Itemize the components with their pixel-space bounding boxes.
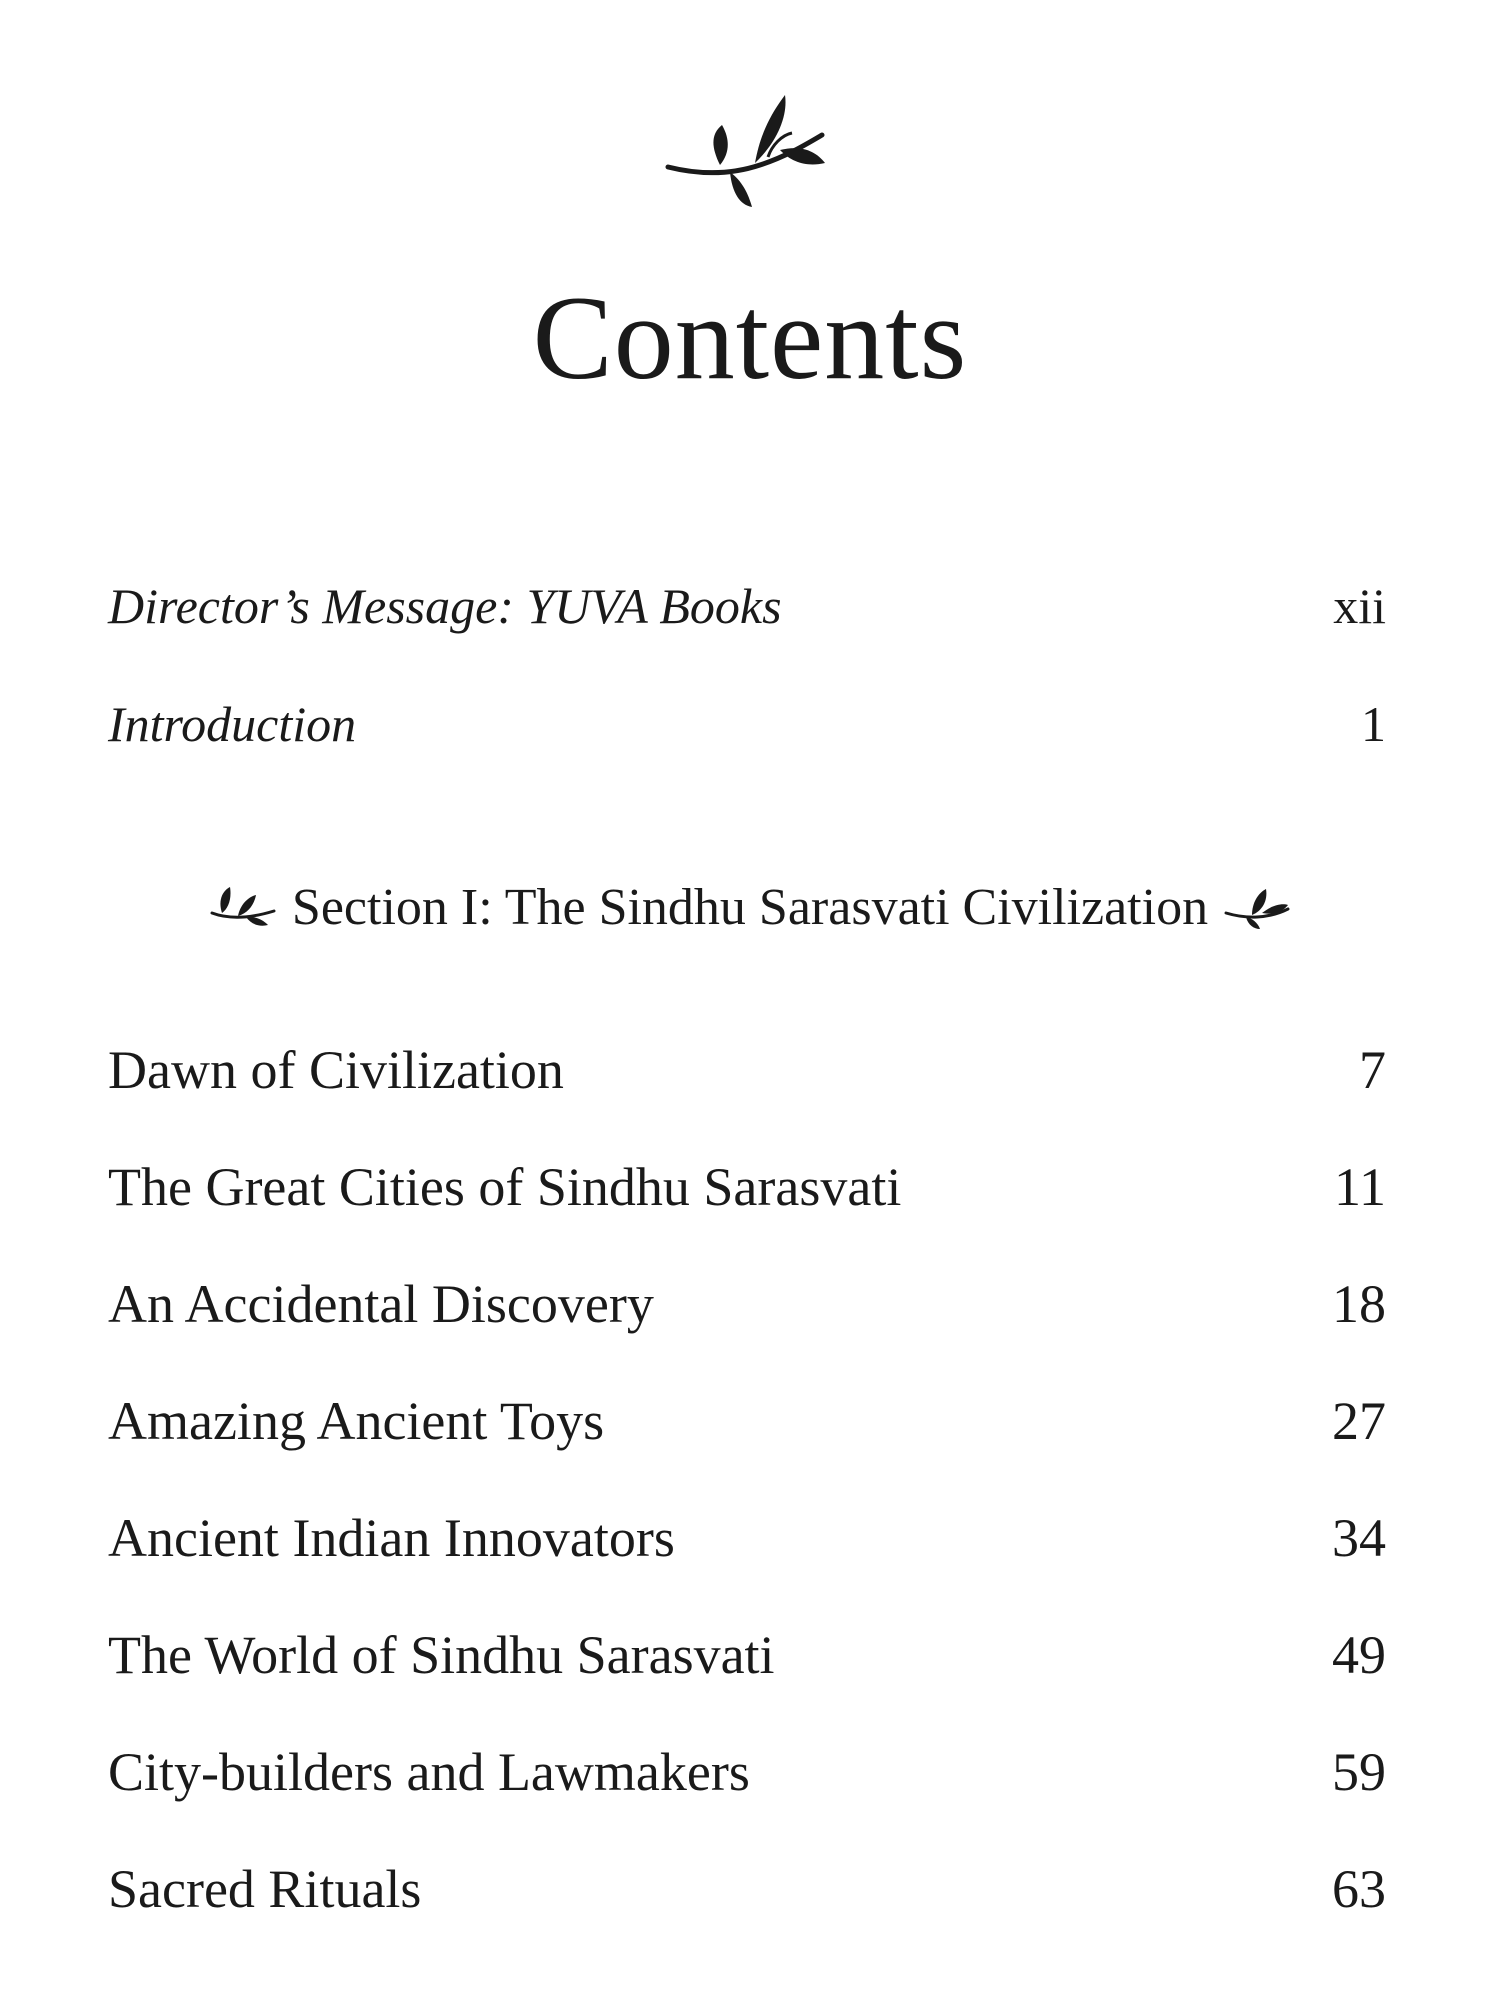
toc-entry[interactable] (108, 1147, 1386, 1264)
toc-entry[interactable] (108, 1732, 1386, 1849)
toc-entry-title: Introduction (108, 696, 357, 752)
toc-entry-page: 27 (1332, 1391, 1386, 1451)
toc-entry-page: 34 (1332, 1508, 1386, 1568)
toc-entry[interactable] (108, 688, 1386, 806)
toc-entry-title: Dawn of Civilization (108, 1040, 564, 1100)
toc-entry-title: An Accidental Discovery (108, 1274, 654, 1334)
toc-entry-page: 18 (1332, 1274, 1386, 1334)
toc-entry[interactable] (108, 570, 1386, 688)
toc-entry-title: Amazing Ancient Toys (108, 1391, 605, 1451)
toc-entry-page: 1 (1361, 696, 1386, 752)
toc-entry-title: The World of Sindhu Sarasvati (108, 1625, 775, 1685)
toc-entry-page: 63 (1332, 1859, 1386, 1919)
toc-entry-title: The Great Cities of Sindhu Sarasvati (108, 1157, 902, 1217)
section-heading (0, 868, 1500, 948)
toc-entry-page: 49 (1332, 1625, 1386, 1685)
toc-entry-page: 7 (1359, 1040, 1386, 1100)
toc-entry[interactable] (108, 1381, 1386, 1498)
toc-entry[interactable] (108, 1498, 1386, 1615)
toc-entry-page: 11 (1334, 1157, 1386, 1217)
toc-entry-title: Sacred Rituals (108, 1859, 422, 1919)
vine-ornament-icon (660, 75, 830, 215)
front-matter-list (108, 570, 1386, 806)
toc-entry[interactable] (108, 1615, 1386, 1732)
vine-ornament-icon (208, 883, 278, 933)
chapter-list (108, 1030, 1386, 1966)
page-title: Contents (532, 271, 968, 404)
toc-entry[interactable] (108, 1849, 1386, 1966)
toc-entry-page: xii (1333, 578, 1386, 634)
vine-ornament-icon (1222, 883, 1292, 933)
toc-entry-title: Ancient Indian Innovators (108, 1508, 675, 1568)
toc-entry-title: City-builders and Lawmakers (108, 1742, 750, 1802)
toc-entry-page: 59 (1332, 1742, 1386, 1802)
section-title: Section I: The Sindhu Sarasvati Civilization (291, 879, 1209, 936)
toc-entry[interactable] (108, 1030, 1386, 1147)
toc-entry-title: Director’s Message: YUVA Books (108, 578, 782, 634)
toc-entry[interactable] (108, 1264, 1386, 1381)
